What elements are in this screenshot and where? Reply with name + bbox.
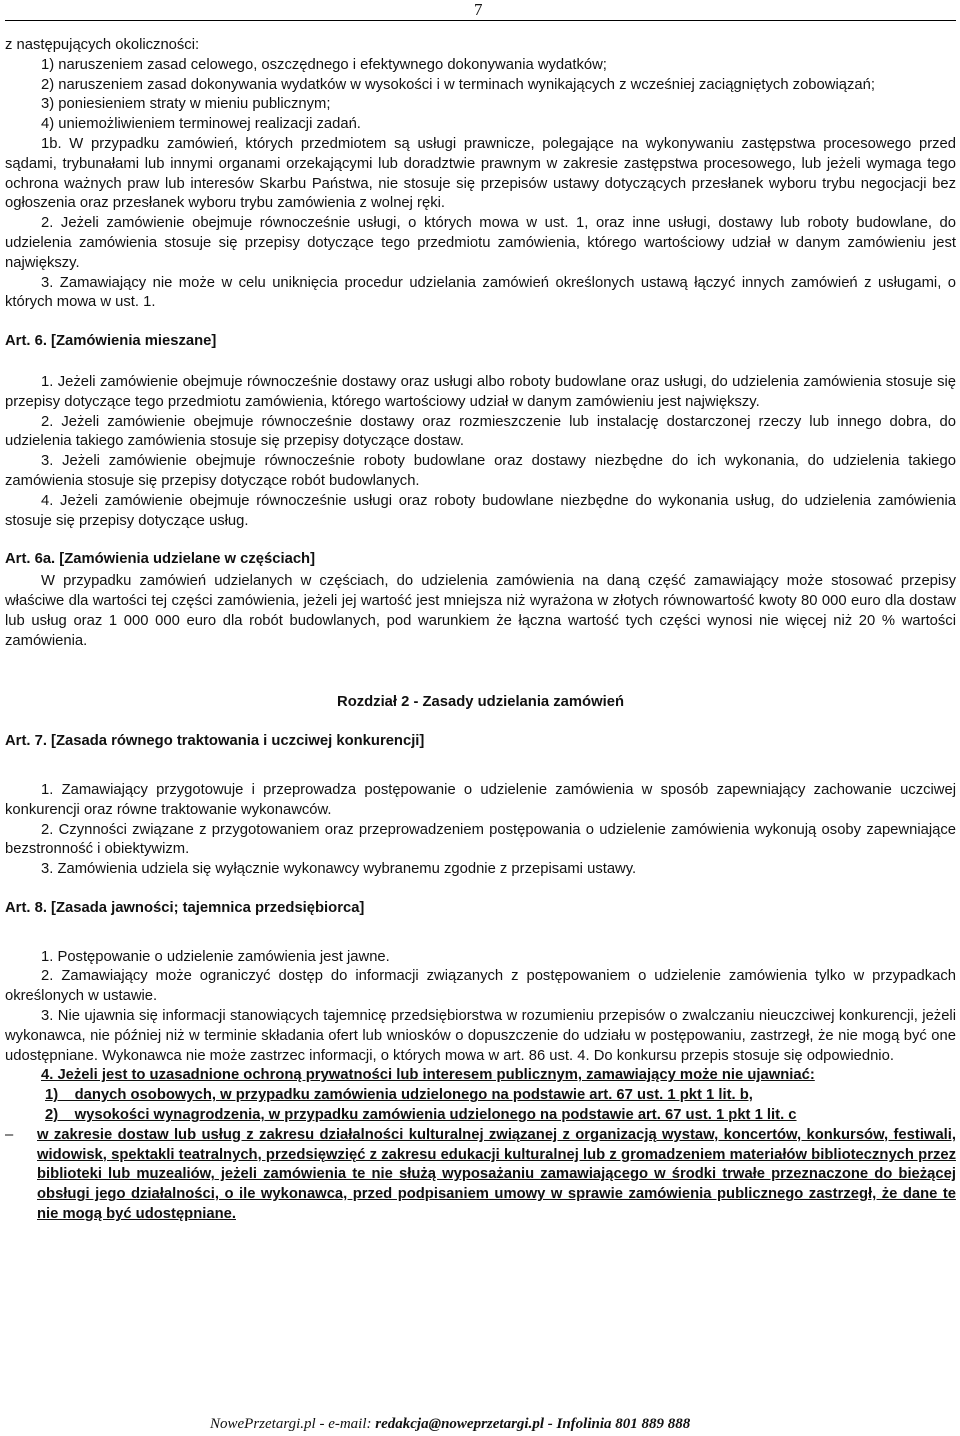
art5-paragraph: 3. Zamawiający nie może w celu uniknięcia procedur udzielania zamówień określonych ustawą łączyć innych zamówień z usługami, o których mowa w ust. 1. [5,274,956,311]
art8-paragraph-4: 4. Jeżeli jest to uzasadnione ochroną prywatności lub interesem publicznym, zamawiający może nie ujawniać: [41,1067,815,1084]
footer-email: redakcja@noweprzetargi.pl - Infolinia 801 889 888 [375,1416,691,1432]
art6-paragraph: 2. Jeżeli zamówienie obejmuje równocześnie dostawy oraz rozmieszczenie lub instalację dostarczonej rzeczy lub innego dobra, do udzielenia takiego zamówienia stosuje się przepisy dotyczące dostaw. [5,413,956,450]
intro-item: 3) poniesieniem straty w mieniu publicznym; [41,96,331,113]
intro-item: 4) uniemożliwieniem terminowej realizacji zadań. [41,116,361,133]
footer-site: NowePrzetargi.pl - e-mail: [210,1416,376,1432]
art5-paragraph: 2. Jeżeli zamówienie obejmuje równocześnie usługi, o których mowa w ust. 1, oraz inne usługi, dostawy lub roboty budowlane, do udzielenia zamówienia stosuje się przepisy dotyczące tego przedmiotu zamówienia, którego wartościowy udział w danym zamówieniu jest największy. [5,215,956,271]
art6-paragraph: 3. Jeżeli zamówienie obejmuje równocześnie roboty budowlane oraz dostawy niezbędne do ich wykonania, do udzielenia takiego zamówienia stosuje się przepisy dotyczące robót budowlanych. [5,453,956,489]
intro-item: 1) naruszeniem zasad celowego, oszczędnego i efektywnego dokonywania wydatków; [41,56,607,73]
art8-paragraph: 3. Nie ujawnia się informacji stanowiących tajemnicę przedsiębiorstwa w rozumieniu przepisów o zwalczaniu nieuczciwej konkurencji, jeżeli wykonawca, nie później niż w terminie składania ofert lub wniosków o dopuszczenie do udziału w postępowaniu, zastrzegł, że nie mogą być one udostępniane. Wykonawca nie może zastrzec informacji, o których mowa w art. 86 ust. 4. Do konkursu przepis stosuje się odpowiednio. [5,1008,956,1064]
document-body [5,36,956,1225]
dash-marker: – [5,1126,14,1143]
intro-item: 2) naruszeniem zasad dokonywania wydatków w wysokości i w terminach wynikających z wcześniej zaciągniętych zobowiązań; [41,76,875,93]
art7-paragraph: 2. Czynności związane z przygotowaniem oraz przeprowadzeniem postępowania o udzielenie zamówienia wykonują osoby zapewniające bezstronność i obiektywizm. [5,821,956,858]
art8-paragraph: 1. Postępowanie o udzielenie zamówienia jest jawne. [41,948,390,965]
art8-dash-item [5,1126,956,1225]
art8-dash-text: w zakresie dostaw lub usług z zakresu działalności kulturalnej związanej z organizacją wystaw, koncertów, konkursów, festiwali, widowisk, spektakli teatralnych, przedsięwzięć z zakresu edukacji kulturalnej lub z gromadzeniem materiałów bibliotecznych przez biblioteki lub muzealiów, jeżeli zamówienia te nie służą wyposażaniu zamawiającego w środki trwałe przeznaczone do bieżącej obsługi jego działalności, o ile wykonawca, przed podpisaniem umowy w sprawie zamówienia publicznego zastrzegł, że dane te nie mogą być udostępniane. [37,1126,956,1223]
art6a-heading: Art. 6a. [Zamówienia udzielane w częściach] [5,551,316,568]
art7-paragraph: 3. Zamówienia udziela się wyłącznie wykonawcy wybranemu zgodnie z przepisami ustawy. [41,861,637,878]
art8-p4-item: 1) danych osobowych, w przypadku zamówienia udzielonego na podstawie art. 67 ust. 1 pkt 1 lit. b, [45,1087,753,1104]
art5-paragraph: 1b. W przypadku zamówień, których przedmiotem są usługi prawnicze, polegające na wykonywaniu zastępstwa procesowego przed sądami, trybunałami lub innymi organami orzekającymi lub doradztwie prawnym w zakresie zastępstwa procesowego, lub jeżeli wymaga tego ochrona ważnych praw lub interesów Skarbu Państwa, nie stosuje się przepisów ustawy dotyczących przesłanek wyboru trybu negocjacji bez ogłoszenia oraz przesłanek wyboru trybu zamówienia z wolnej ręki. [5,135,956,212]
art6a-paragraph: W przypadku zamówień udzielanych w częściach, do udzielenia zamówienia na daną część zamawiający może stosować przepisy właściwe dla wartości tej części zamówienia, jeżeli jej wartość jest mniejsza niż wyrażona w złotych równowartość kwoty 80 000 euro dla dostaw lub usług oraz 1 000 000 euro dla robót budowlanych, pod warunkiem że łączna wartość tych części wynosi nie więcej niż 20 % wartości zamówienia. [5,573,956,649]
art7-paragraph: 1. Zamawiający przygotowuje i przeprowadza postępowanie o udzielenie zamówienia w sposób zapewniający zachowanie uczciwej konkurencji oraz równe traktowanie wykonawców. [5,781,956,818]
page-footer [210,1416,690,1433]
art8-p4-list [5,1086,956,1126]
art6-paragraph: 4. Jeżeli zamówienie obejmuje równocześnie usługi oraz roboty budowlane niezbędne do wykonania usług, do udzielenia zamówienia stosuje się przepisy dotyczące usług. [5,492,956,529]
chapter-title: Rozdział 2 - Zasady udzielania zamówień [337,694,624,711]
intro-line: z następujących okoliczności: [5,37,200,53]
art8-p4-item: 2) wysokości wynagrodzenia, w przypadku zamówienia udzielonego na podstawie art. 67 ust. 1 pkt 1 lit. c [45,1107,797,1124]
art8-heading: Art. 8. [Zasada jawności; tajemnica przedsiębiorca] [5,899,365,916]
header-rule [5,20,956,21]
art8-paragraph: 2. Zamawiający może ograniczyć dostęp do informacji związanych z postępowaniem o udzielenie zamówienia tylko w przypadkach określonych w ustawie. [5,968,956,1005]
art6-paragraph: 1. Jeżeli zamówienie obejmuje równocześnie dostawy oraz usługi albo roboty budowlane oraz usługi, do udzielenia zamówienia stosuje się przepisy dotyczące tego przedmiotu zamówienia, którego wartościowy udział w danym zamówieniu jest największy. [5,373,956,410]
art6-heading: Art. 6. [Zamówienia mieszane] [5,333,217,350]
page-number: 7 [474,0,483,19]
art7-heading: Art. 7. [Zasada równego traktowania i uczciwej konkurencji] [5,733,425,750]
